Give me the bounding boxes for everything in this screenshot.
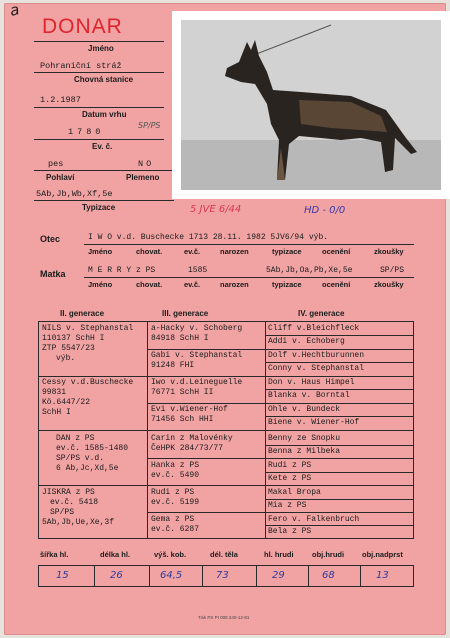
measure-label-chest-depth: hl. hrudi [264, 550, 294, 559]
mother-col-oceneni: ocenění [322, 280, 351, 289]
gen4-cell-11: Rudi z PS [268, 461, 312, 470]
measure-label-head-length: délka hl. [100, 550, 131, 559]
father-line: I W O v.d. Buschecke 1713 28.11. 1982 5JV6/94 výb. [88, 233, 329, 242]
typization: 5Ab,Jb,Wb,Xf,5e [36, 189, 113, 199]
gen4-cell-2: Addi v. Echoberg [268, 337, 345, 346]
father-label: Otec [40, 234, 61, 244]
mother-col-narozen: narozen [220, 280, 249, 289]
breed: NO [138, 159, 155, 169]
corner-mark: a [8, 0, 21, 20]
gen3-cell-1: a-Hacky v. Schoberg 84918 SchH I [151, 324, 243, 343]
reg-number: 1780 [68, 127, 105, 137]
print-footer: Tisk PS PI 008 240-12-81 [198, 615, 250, 620]
measure-value-chest-depth: 29 [272, 570, 285, 581]
birth-date: 1.2.1987 [40, 95, 81, 105]
mother-col-ev: ev.č. [184, 280, 201, 289]
measure-label-height: výš. kob. [154, 550, 187, 559]
gen2-cell-4: JISKRA z PS ev.č. 5418 SP/PS 5Ab,Jb,Ue,Xe,3f [42, 488, 115, 527]
breeder-station: Pohraniční stráž [40, 61, 122, 71]
gen4-cell-7: Ohle v. Bundeck [268, 405, 341, 414]
gen4-cell-4: Conny v. Stephanstal [268, 364, 365, 373]
pedigree-card [4, 0, 446, 635]
measure-value-chest-girth: 68 [322, 570, 335, 581]
mother-reg: 1585 [188, 266, 208, 275]
label-sex: Pohlaví [46, 173, 75, 182]
gen4-cell-5: Don v. Haus Himpel [268, 378, 355, 387]
gen4-cell-16: Bela z PS [268, 527, 312, 536]
gen2-cell-1: NILS v. Stephanstal 110137 SchH I ZTP 5547/23 výb. [42, 324, 134, 363]
label-typization: Typizace [82, 203, 116, 212]
mother-typ: 5Ab,Jb,Oa,Pb,Xe,5e [266, 266, 353, 275]
dog-silhouette-icon [181, 20, 441, 190]
label-station: Chovná stanice [74, 75, 134, 84]
measure-value-body-length: 73 [216, 570, 229, 581]
father-col-zkousky: zkoušky [374, 247, 404, 256]
label-name: Jméno [88, 44, 114, 53]
mother-zk: SP/PS [380, 266, 405, 275]
gen3-cell-7: Rudi z PS ev.č. 5199 [151, 488, 200, 507]
gen4-cell-9: Benny ze Snopku [268, 434, 341, 443]
reg-suffix: SP/PS [138, 121, 161, 130]
gen4-cell-14: Mia z PS [268, 501, 307, 510]
gen3-cell-4: Evi v.Wiener-Hof 71456 Sch HHI [151, 405, 228, 424]
dog-photo [172, 11, 450, 199]
gen3-cell-5: Carin z Malovénky ČeHPK 284/73/77 [151, 434, 233, 453]
gen3-cell-3: Iwo v.d.Leineguelle 76771 SchH II [151, 378, 243, 397]
gen3-header: III. generace [162, 309, 209, 318]
handwritten-red-note: HD - 0/0 [304, 205, 346, 216]
mother-col-jmeno: Jméno [88, 280, 113, 289]
mother-name: M E R R Y z PS [88, 266, 156, 275]
gen4-cell-6: Blanka v. Borntal [268, 391, 350, 400]
gen4-cell-12: Kete z PS [268, 474, 312, 483]
gen4-cell-3: Dolf v.Hechtburunnen [268, 351, 365, 360]
gen2-cell-2: Cessy v.d.Buschecke 99831 Kö.6447/22 SchH I [42, 378, 134, 417]
father-col-typizace: typizace [272, 247, 302, 256]
label-breed: Plemeno [126, 173, 160, 182]
gen4-cell-10: Benna z Milbeka [268, 447, 341, 456]
gen2-cell-3: DAN z PS ev.č. 1585-1480 SP/PS v.d. 6 Ab,Jc,Xd,5e [56, 434, 129, 473]
father-col-ev: ev.č. [184, 247, 201, 256]
gen4-header: IV. generace [298, 309, 345, 318]
measure-label-head-width: šířka hl. [40, 550, 69, 559]
dog-name: DONAR [42, 15, 123, 38]
measure-label-chest-girth: obj.hrudi [312, 550, 345, 559]
gen3-cell-8: Gema z PS ev.č. 6287 [151, 515, 200, 534]
father-col-oceneni: ocenění [322, 247, 351, 256]
measure-value-head-width: 15 [56, 570, 69, 581]
label-reg: Ev. č. [92, 142, 113, 151]
mother-col-chov: chovat. [136, 280, 163, 289]
father-col-chov: chovat. [136, 247, 163, 256]
sex: pes [48, 159, 64, 169]
gen3-cell-6: Hanka z PS ev.č. 5490 [151, 461, 200, 480]
gen4-cell-15: Fero v. Falkenbruch [268, 515, 360, 524]
gen4-cell-1: Cliff v.Bleichfleck [268, 324, 360, 333]
mother-col-zkousky: zkoušky [374, 280, 404, 289]
measure-label-body-length: dél. těla [210, 550, 238, 559]
gen4-cell-8: Biene v. Wiener-Hof [268, 418, 360, 427]
measure-label-metacarpus: obj.nadprst [362, 550, 403, 559]
pedigree-table [38, 321, 414, 539]
gen4-cell-13: Makal Bropa [268, 488, 321, 497]
father-col-jmeno: Jméno [88, 247, 113, 256]
mother-col-typizace: typizace [272, 280, 302, 289]
label-birth: Datum vrhu [82, 110, 127, 119]
measure-value-head-length: 26 [110, 570, 123, 581]
gen2-header: II. generace [60, 309, 105, 318]
father-col-narozen: narozen [220, 247, 249, 256]
gen3-cell-2: Gabi v. Stephanstal 91248 FHI [151, 351, 243, 370]
measure-value-metacarpus: 13 [376, 570, 389, 581]
handwritten-blue-note: 5 JVE 6/44 [190, 204, 242, 215]
mother-label: Matka [40, 269, 66, 279]
measure-value-height: 64,5 [160, 570, 183, 581]
